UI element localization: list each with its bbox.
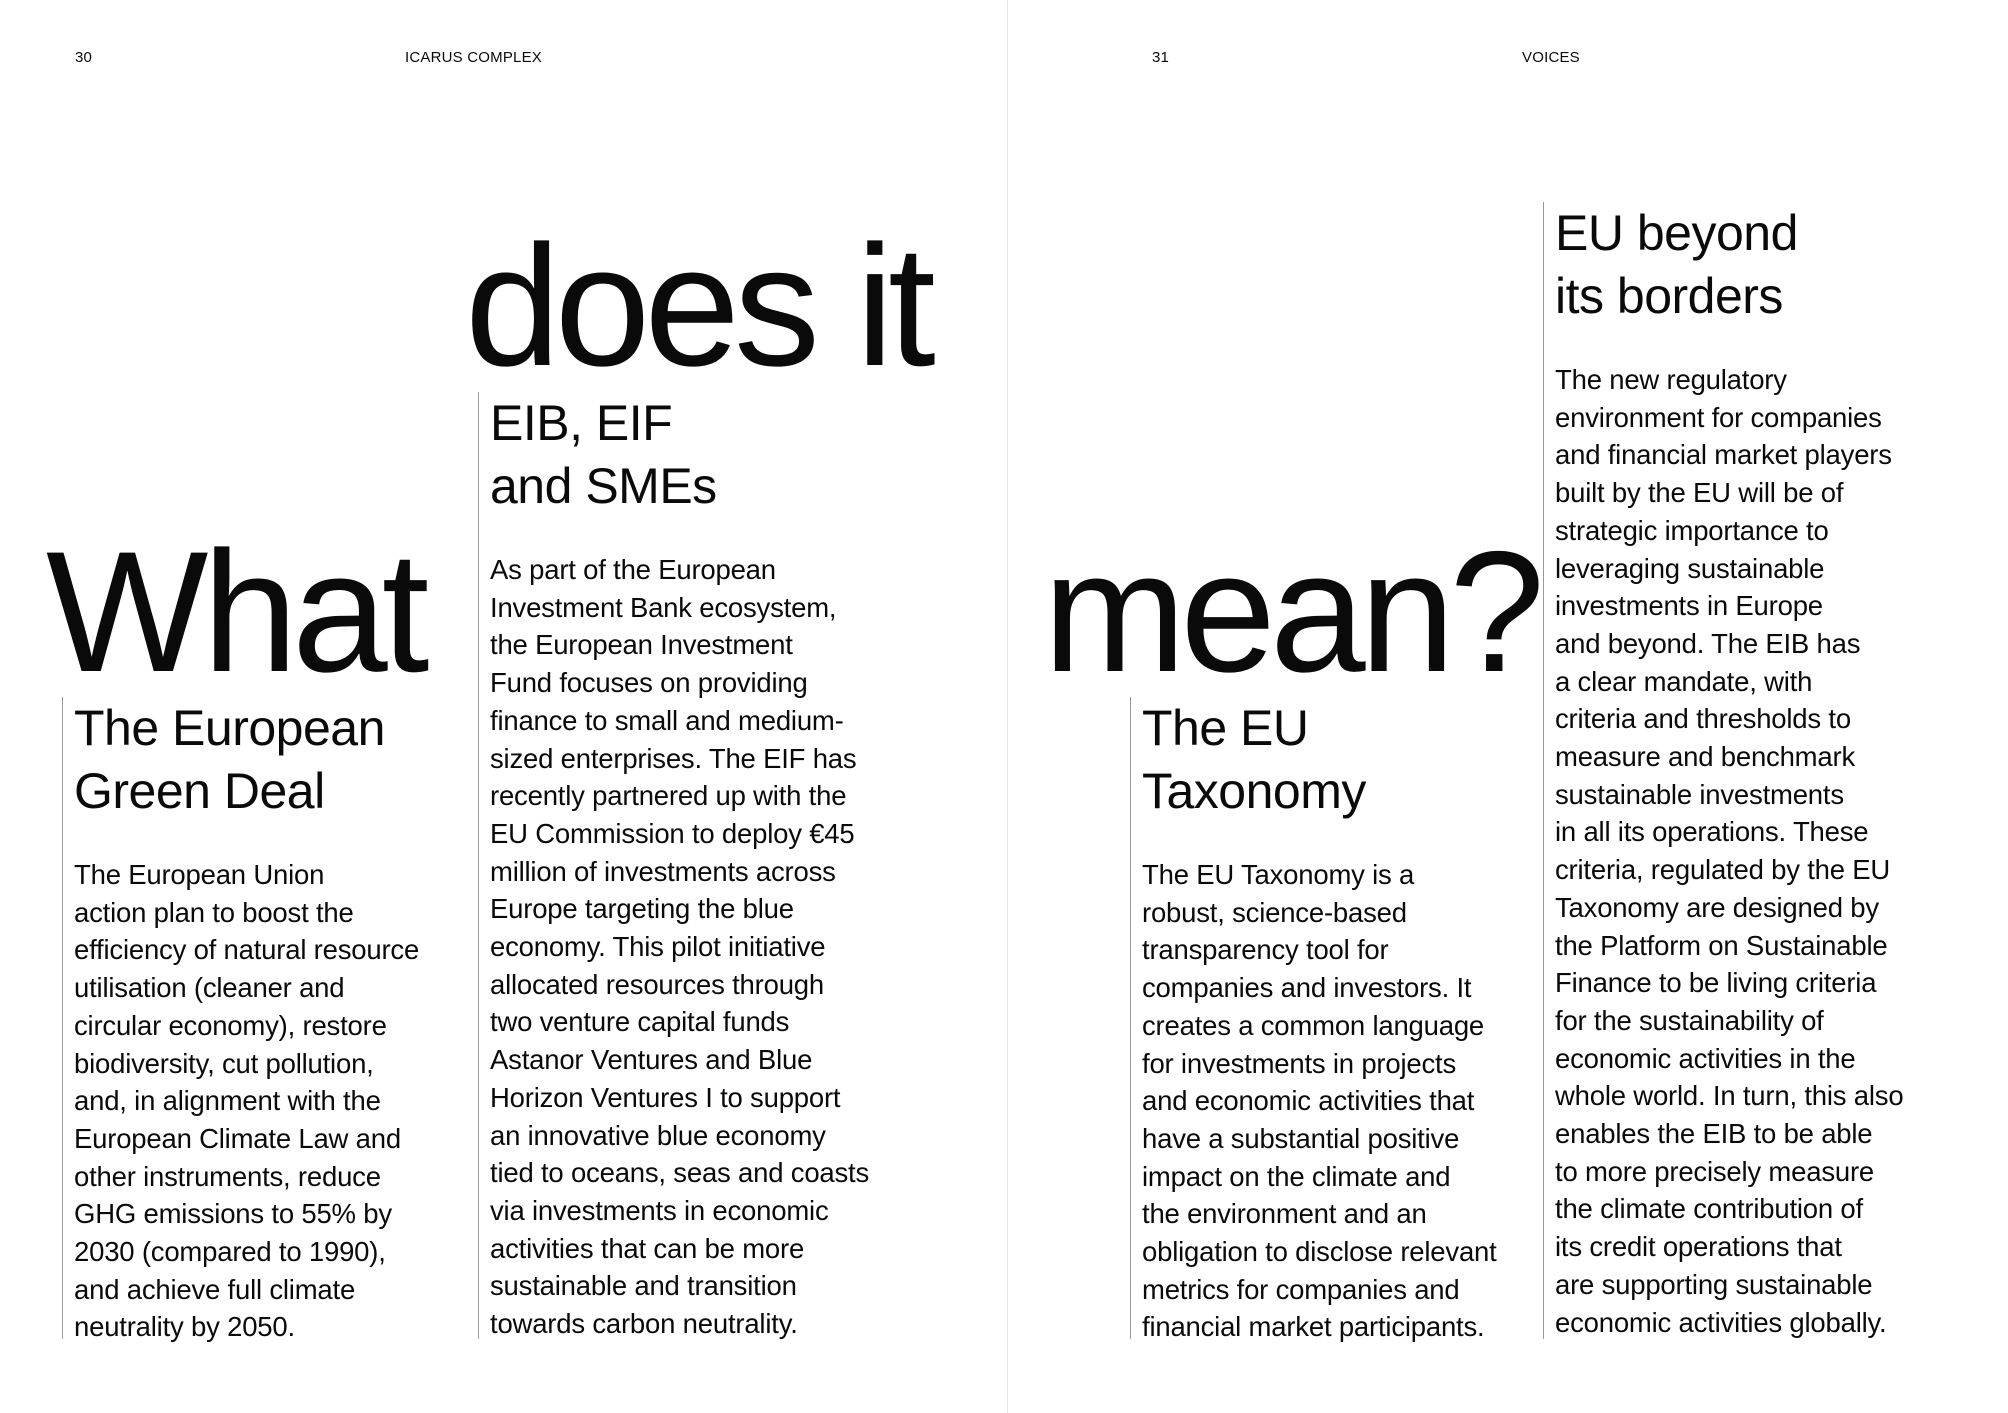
- section-heading: EIB, EIF and SMEs: [490, 395, 717, 514]
- left-page-number: 30: [75, 49, 93, 66]
- section-heading: The EU Taxonomy: [1142, 700, 1366, 819]
- section-heading: The European Green Deal: [74, 700, 385, 819]
- section-body: The EU Taxonomy is a robust, science-based transparency tool for companies and investors. It creates a common language for investments in projects and economic activities that have a substantial positive impact on the climate and the environment and an obligation to disclose relevant metrics for companies and financial market participants.: [1142, 859, 1497, 1343]
- page-gutter-divider: [1007, 0, 1008, 1413]
- left-running-title: ICARUS COMPLEX: [405, 49, 542, 66]
- section-eib-eif-smes: [478, 392, 908, 1339]
- section-body: As part of the European Investment Bank ecosystem, the European Investment Fund focuses on providing finance to small and medium- sized enterprises. The EIF has recently partnered up with the EU Commission to deploy €45 million of investments across Europe targeting the blue economy. This pilot initiative allocated resources through two venture capital funds Astanor Ventures and Blue Horizon Ventures I to support an innovative blue economy tied to oceans, seas and coasts via investments in economic activities that can be more sustainable and transition towards carbon neutrality.: [490, 554, 870, 1340]
- section-eu-taxonomy: [1130, 697, 1550, 1343]
- section-body: The European Union action plan to boost the efficiency of natural resource utilisation (cleaner and circular economy), restore biodiversity, cut pollution, and, in alignment with the European Climate Law and other instruments, reduce GHG emissions to 55% by 2030 (compared to 1990), and achieve full climate neutrality by 2050.: [74, 859, 420, 1343]
- section-body: The new regulatory environment for companies and financial market players built by the EU will be of strategic importance to leveraging sustainable investments in Europe and beyond. The EIB has a clear mandate, with criteria and thresholds to measure and benchmark sustainable investments in all its operations. These criteria, regulated by the EU Taxonomy are designed by the Platform on Sustainable Finance to be living criteria for the sustainability of economic activities in the whole world. In turn, this also enables the EIB to be able to more precisely measure the climate contribution of its credit operations that are supporting sustainable economic activities globally.: [1555, 364, 1904, 1338]
- title-word-what: What: [46, 516, 424, 708]
- title-word-mean: mean?: [1043, 516, 1539, 708]
- right-running-title: VOICES: [1522, 49, 1580, 66]
- right-page-number: 31: [1152, 49, 1170, 66]
- section-eu-beyond-borders: [1543, 202, 1983, 1339]
- section-heading: EU beyond its borders: [1555, 205, 1798, 324]
- title-word-does-it: does it: [465, 210, 930, 402]
- section-european-green-deal: [62, 697, 472, 1343]
